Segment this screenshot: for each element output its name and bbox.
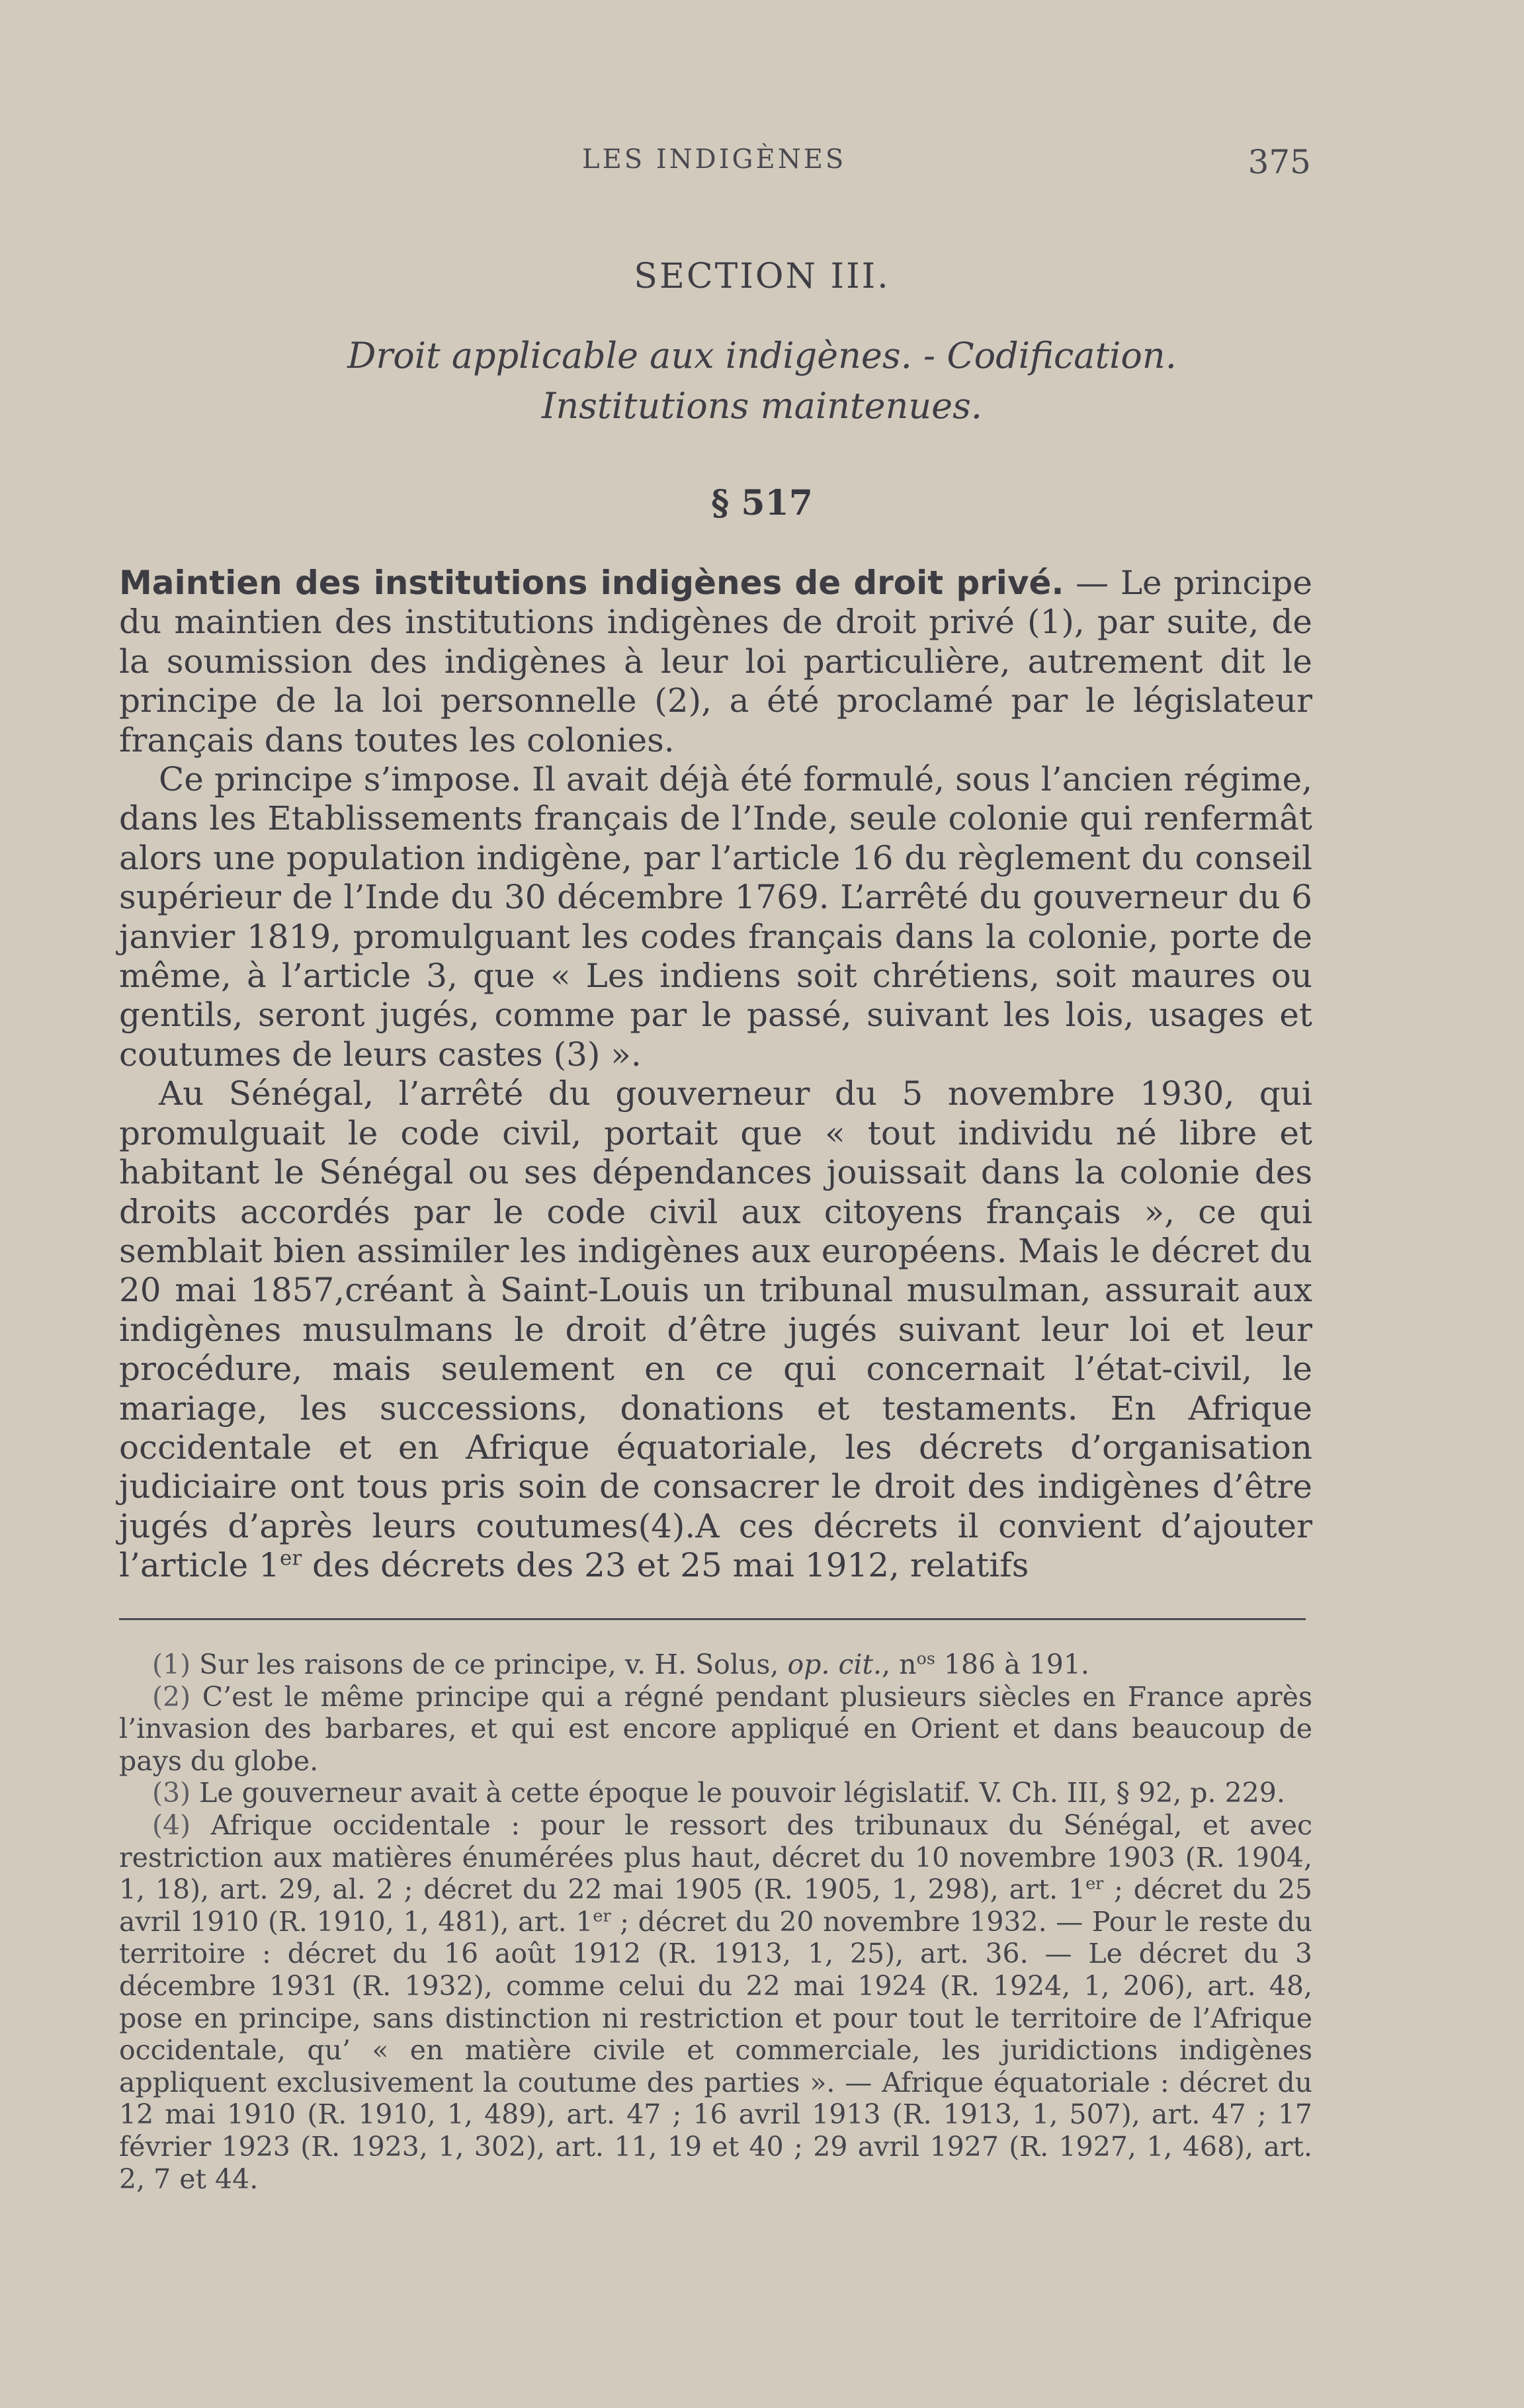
footnotes: [119, 1649, 1312, 2195]
page-number: 375: [1248, 143, 1311, 181]
section-subtitle-line: Droit applicable aux indigènes. - Codification.: [347, 335, 1177, 376]
footnote: [119, 1809, 1312, 2195]
superscript: os: [916, 1648, 935, 1668]
footnote-text: Sur les raisons de ce principe, v. H. Solus,: [190, 1649, 788, 1680]
footnote-rule: [119, 1618, 1306, 1620]
superscript: er: [1085, 1873, 1104, 1893]
section-heading: SECTION III.: [634, 257, 890, 296]
superscript: er: [279, 1546, 302, 1570]
footnote-number: (4): [152, 1809, 191, 1841]
footnote-citation: op. cit.: [787, 1649, 882, 1680]
footnote-text: C’est le même principe qui a régné pendant plusieurs siècles en France après l’invasion des barbares, et qui est encore appliqué en Orient et dans beaucoup de pays du globe.: [119, 1680, 1312, 1777]
body-paragraph: Ce principe s’impose. Il avait déjà été formulé, sous l’ancien régime, dans les Etablissements français de l’Inde, seule colonie qui renfermât alors une population indigène, par l’article 16 du règlement du conseil supérieur de l’Inde du 30 décembre 1769. L’arrêté du gouverneur du 6 janvier 1819, promulguant les codes français dans la colonie, porte de même, à l’article 3, que « Les indiens soit chrétiens, soit maures ou gentils, seront jugés, comme par le passé, suivant les lois, usages et coutumes de leurs castes (3) ».: [119, 760, 1312, 1074]
footnote-number: (1): [152, 1649, 191, 1680]
paragraph-title: Maintien des institutions indigènes de droit privé.: [119, 564, 1064, 602]
footnote-text: Afrique occidentale : pour le ressort des tribunaux du Sénégal, et avec restriction aux matières énumérées plus haut, décret du 10 novembre 1903 (R. 1904, 1, 18), art. 29, al. 2 ; décret du 22 mai 1905 (R. 1905, 1, 298), art. 1: [119, 1809, 1312, 1906]
superscript: er: [593, 1905, 611, 1926]
paragraph-number: § 517: [711, 483, 813, 523]
footnote-text: ; décret du 20 novembre 1932. — Pour le reste du territoire : décret du 16 août 1912 (R. 1913, 1, 25), art. 36. — Le décret du 3 décembre 1931 (R. 1932), comme celui du 22 mai 1924 (R. 1924, 1, 206), art. 48, pose en principe, sans distinction ni restriction et pour tout le territoire de l’Afrique occidentale, qu’ « en matière civile et commerciale, les juridictions indigènes appliquent exclusivement la coutume des parties ». — Afrique équatoriale : décret du 12 mai 1910 (R. 1910, 1, 489), art. 47 ; 16 avril 1913 (R. 1913, 1, 507), art. 47 ; 17 février 1923 (R. 1923, 1, 302), art. 11, 19 et 40 ; 29 avril 1927 (R. 1927, 1, 468), art. 2, 7 et 44.: [119, 1905, 1312, 2195]
paragraph-text: — Le principe du maintien des institutions indigènes de droit privé (1), par suite, de la soumission des indigènes à leur loi particulière, autrement dit le principe de la loi personnelle (2), a été proclamé par le législateur français dans toutes les colonies.: [119, 564, 1312, 759]
paragraph-text: Au Sénégal, l’arrêté du gouverneur du 5 novembre 1930, qui promulguait le code civil, portait que « tout individu né libre et habitant le Sénégal ou ses dépendances jouissait dans la colonie des droits accordés par le code civil aux citoyens français », ce qui semblait bien assimiler les indigènes aux européens. Mais le décret du 20 mai 1857,créant à Saint-Louis un tribunal musulman, assurait aux indigènes musulmans le droit d’être jugés suivant leur loi et leur procédure, mais seulement en ce qui concernait l’état-civil, le mariage, les successions, donations et testaments. En Afrique occidentale et en Afrique équatoriale, les décrets d’organisation judiciaire ont tous pris soin de consacrer le droit des indigènes d’être jugés d’après leurs coutumes(4).A ces décrets il convient d’ajouter l’article 1: [119, 1074, 1312, 1585]
footnote-number: (3): [152, 1777, 191, 1809]
section-subtitle-line: Institutions maintenues.: [542, 385, 982, 427]
footnote-text: , n: [882, 1649, 917, 1680]
footnote-text: 186 à 191.: [935, 1649, 1089, 1680]
footnote: [119, 1681, 1312, 1778]
section-subtitle: [0, 331, 1524, 431]
footnote: [119, 1777, 1312, 1809]
footnote-number: (2): [152, 1680, 191, 1713]
body-paragraph: [119, 1074, 1312, 1585]
running-title: LES INDIGÈNES: [582, 144, 847, 175]
body-paragraph: [119, 564, 1312, 760]
body-text: [119, 564, 1312, 1586]
footnote-text: ; décret du 25 avril 1910 (R. 1910, 1, 481), art. 1: [119, 1873, 1312, 1938]
paragraph-text: des décrets des 23 et 25 mai 1912, relatifs: [302, 1546, 1029, 1585]
footnote-text: Le gouverneur avait à cette époque le pouvoir législatif. V. Ch. III, § 92, p. 229.: [190, 1777, 1285, 1809]
footnote: [119, 1649, 1312, 1681]
